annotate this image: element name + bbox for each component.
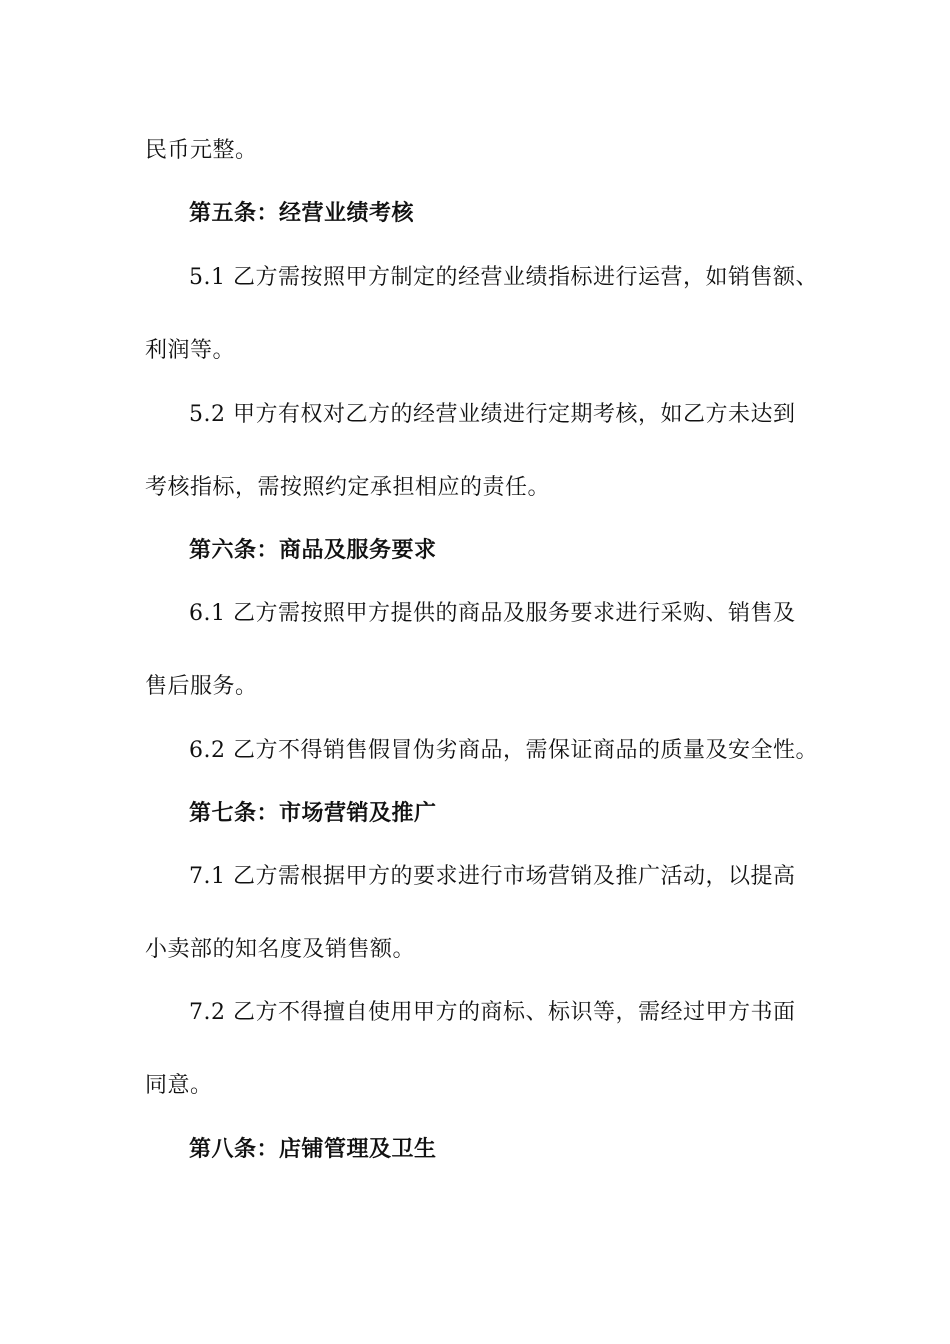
text-line: 民币元整。	[145, 138, 258, 163]
clause-7-1: 7.1 乙方需根据甲方的要求进行市场营销及推广活动，以提高	[189, 864, 796, 889]
section-heading-5: 第五条：经营业绩考核	[189, 201, 415, 226]
clause-6-2: 6.2 乙方不得销售假冒伪劣商品，需保证商品的质量及安全性。	[189, 738, 818, 763]
clause-5-1: 5.1 乙方需按照甲方制定的经营业绩指标进行运营，如销售额、	[189, 265, 818, 290]
text-line: 售后服务。	[145, 674, 258, 699]
text-line: 同意。	[145, 1073, 213, 1098]
section-heading-7: 第七条：市场营销及推广	[189, 801, 437, 826]
text-line: 考核指标，需按照约定承担相应的责任。	[145, 475, 551, 500]
clause-5-2: 5.2 甲方有权对乙方的经营业绩进行定期考核，如乙方未达到	[189, 402, 796, 427]
clause-6-1: 6.1 乙方需按照甲方提供的商品及服务要求进行采购、销售及	[189, 601, 796, 626]
section-heading-8: 第八条：店铺管理及卫生	[189, 1137, 437, 1162]
clause-7-2: 7.2 乙方不得擅自使用甲方的商标、标识等，需经过甲方书面	[189, 1000, 796, 1025]
text-line: 利润等。	[145, 338, 236, 363]
text-line: 小卖部的知名度及销售额。	[145, 937, 416, 962]
section-heading-6: 第六条：商品及服务要求	[189, 538, 437, 563]
